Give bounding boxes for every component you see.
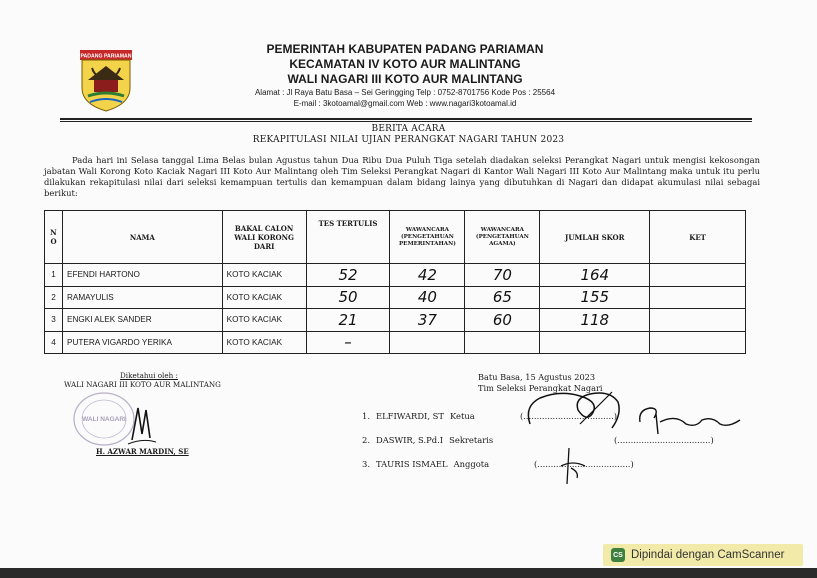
member-name: TAURIS ISMAEL [376,459,448,469]
member-number: 2. [362,435,370,445]
letterhead-divider [60,118,752,120]
col-wawancara-agama: WAWANCARA (PENGETAHUAN AGAMA) [465,211,540,264]
letterhead-address: Alamat : Jl Raya Batu Basa – Sei Geringging Telp : 0752-8701756 Kode Pos : 25564 [254,88,556,97]
table-header-row [45,211,746,264]
cell-no: 3 [45,309,63,332]
letterhead [200,42,610,109]
cell-no: 1 [45,264,63,287]
cell-nama: PUTERA VIGARDO YERIKA [62,331,222,354]
cell-wawancara2: 60 [465,309,540,332]
document-title: BERITA ACARA [371,124,446,134]
col-tes-tertulis: TES TERTULIS [306,211,390,264]
cell-nama: RAMAYULIS [62,286,222,309]
committee-member [362,411,475,421]
committee-member [362,435,493,445]
place-date: Batu Basa, 15 Agustus 2023 [478,372,596,382]
col-jumlah-skor: JUMLAH SKOR [540,211,650,264]
chairman-signature-icon [520,384,630,434]
approval-block [64,371,234,389]
camscanner-icon: CS [611,548,625,562]
cell-no: 4 [45,331,63,354]
table-row [45,331,746,354]
cell-nama: ENGKI ALEK SANDER [62,309,222,332]
letterhead-government: PEMERINTAH KABUPATEN PADANG PARIAMAN [266,42,544,56]
col-bakal-calon: BAKAL CALON WALI KORONG DARI [222,211,306,264]
letterhead-district: KECAMATAN IV KOTO AUR MALINTANG [289,57,521,71]
regency-emblem-icon [80,50,132,112]
member-name: DASWIR, S.Pd.I [376,435,444,445]
document-subtitle: REKAPITULASI NILAI UJIAN PERANGKAT NAGARI TAHUN 2023 [252,135,565,145]
logo-label: PADANG PARIAMAN [80,53,132,60]
cell-wawancara2: 70 [465,264,540,287]
member-signature-icon [555,444,595,486]
member-role: Ketua [450,411,475,421]
cell-ket [650,309,746,332]
member-number: 3. [362,459,370,469]
cell-wawancara2 [465,331,540,354]
approval-label: Diketahui oleh : [120,371,178,380]
cell-ket [650,331,746,354]
cell-no: 2 [45,286,63,309]
committee-member [362,459,489,469]
signature-line: (...................................) [534,459,634,469]
cell-ket [650,286,746,309]
table-row [45,286,746,309]
letterhead-contact: E-mail : 3kotoamal@gmail.com Web : www.nagari3kotoamal.id [293,99,517,108]
secretary-signature-icon [636,400,746,440]
cell-wawancara1: 42 [390,264,465,287]
opening-paragraph-text: Pada hari ini Selasa tanggal Lima Belas bulan Agustus tahun Dua Ribu Dua Puluh Tiga setelah diadakan seleksi Perangkat Nagari untuk mengisi kekosongan jabatan Wali Korong Koto Kaciak Nagari III Koto Aur Malintang oleh Tim Seleksi Perangkat Nagari di Kantor Wali Nagari III Koto Aur Malintang maka untuk itu perlu dilakukan rekapitulasi nilai dari seleksi kemampuan tertulis dan kemampuan dalam bidang lainya yang dibutuhkan di Nagari dan didapat akumulasi nilai sebagai berikut: [44,155,760,198]
cell-ket [650,264,746,287]
official-stamp-icon [68,388,158,450]
col-nama: NAMA [62,211,222,264]
member-role: Sekretaris [449,435,494,445]
cell-jumlah: 164 [540,264,650,287]
cell-dari: KOTO KACIAK [222,286,306,309]
member-role: Anggota [453,459,490,469]
cell-tes: 52 [306,264,390,287]
col-ket: KET [650,211,746,264]
cell-dari: KOTO KACIAK [222,331,306,354]
signature-line: (...................................) [614,435,714,445]
opening-paragraph [44,155,760,199]
col-wawancara-pemerintahan: WAWANCARA (PENGETAHUAN PEMERINTAHAN) [390,211,465,264]
camscanner-text: Dipindai dengan CamScanner [631,549,785,561]
cell-jumlah: 118 [540,309,650,332]
table-row [45,309,746,332]
score-table [44,210,746,354]
cell-wawancara1: 37 [390,309,465,332]
letterhead-office: WALI NAGARI III KOTO AUR MALINTANG [287,72,523,86]
committee-title: Tim Seleksi Perangkat Nagari [478,383,603,393]
member-number: 1. [362,411,370,421]
cell-dari: KOTO KACIAK [222,309,306,332]
cell-nama: EFENDI HARTONO [62,264,222,287]
cell-jumlah: 155 [540,286,650,309]
cell-jumlah [540,331,650,354]
stamp-text: WALI NAGARI [82,416,126,423]
cell-wawancara2: 65 [465,286,540,309]
village-head-name: H. AZWAR MARDIN, SE [96,447,189,456]
camscanner-badge [603,544,803,566]
letterhead-divider-thin [60,121,752,122]
cell-wawancara1 [390,331,465,354]
cell-wawancara1: 40 [390,286,465,309]
cell-tes: – [306,331,390,354]
cell-dari: KOTO KACIAK [222,264,306,287]
member-name: ELFIWARDI, ST [376,411,445,421]
cell-tes: 50 [306,286,390,309]
table-row [45,264,746,287]
signature-line: (..................................) [520,411,618,421]
cell-tes: 21 [306,309,390,332]
approval-office: WALI NAGARI III KOTO AUR MALINTANG [64,380,221,389]
col-no: N O [45,211,63,264]
